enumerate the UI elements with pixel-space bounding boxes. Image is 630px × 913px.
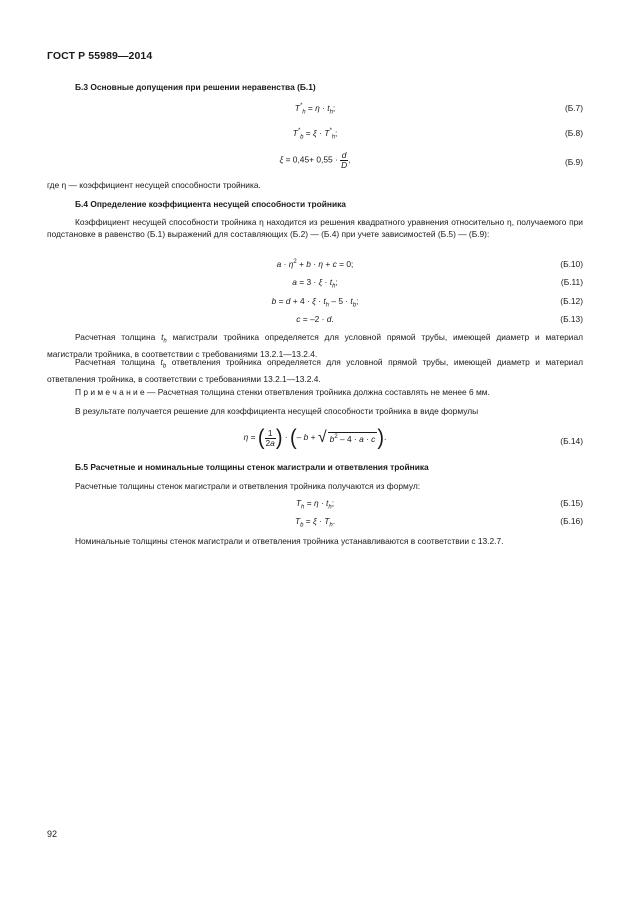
section-b4-intro: Коэффициент несущей способности тройника η находится из решения квадратного уравнения относительно η, получаемого при подстановке в равенство (Б.1) выражений для составляющих (Б.2) — (Б.4) при учете зависимостей (Б.5) — (Б.9):	[47, 217, 583, 240]
result-text: В результате получается решение для коэффициента несущей способности тройника в виде формулы	[75, 406, 479, 416]
page-number: 92	[47, 829, 58, 839]
paragraph-tb: Расчетная толщина $t_b$ ответвления тройника определяется для условной прямой трубы, имеющей диаметр и материал ответвления тройника, в соответствии с требованиями 13.2.1—13.2.4.	[47, 357, 584, 385]
equation-b8-number: (Б.8)	[564, 128, 583, 138]
equation-b11-number: (Б.11)	[560, 277, 583, 287]
section-b5-intro: Расчетные толщины стенок магистрали и ответвления тройника получаются из формул:	[75, 481, 421, 491]
equation-b16-number: (Б.16)	[560, 516, 583, 526]
document-header: ГОСТ Р 55989—2014	[47, 50, 153, 62]
equation-b10-number: (Б.10)	[560, 259, 583, 269]
equation-b16-body: $T_b = \xi \cdot T_h$.	[294, 516, 336, 529]
equation-b14-body: η = ( $\frac{1}{2a}$ ) · (– b + √ $b^2 - 4 \cdot a \cdot c$ ).	[243, 425, 387, 451]
equation-b10	[47, 259, 583, 275]
equation-b14	[47, 425, 583, 454]
equation-b13-body: c = –2 · d.	[296, 314, 334, 324]
sqrt-sign: √	[317, 429, 327, 446]
equation-b12	[47, 296, 583, 312]
equation-b8-body: $T^*_b = \xi \cdot T^*_h$;	[292, 128, 338, 141]
where-text: где η — коэффициент несущей способности тройника.	[47, 180, 261, 190]
equation-b7-number: (Б.7)	[564, 103, 583, 113]
equation-b9-number: (Б.9)	[564, 157, 583, 167]
paragraph-th: Расчетная толщина $t_h$ магистрали тройника определяется для условной прямой трубы, имеющей диаметр и материал магистрали тройника, в соответствии с требованиями 13.2.1—13.2.4.	[47, 332, 584, 360]
section-b5-title: Б.5 Расчетные и номинальные толщины стенок магистрали и ответвления тройника	[75, 462, 429, 472]
equation-b7-body: $T^*_h = \eta \cdot t_h$;	[294, 103, 336, 116]
equation-b14-number: (Б.14)	[560, 436, 583, 446]
equation-b16	[47, 516, 583, 532]
equation-b9-coef2: 0,55	[316, 154, 333, 165]
equation-b15-number: (Б.15)	[560, 498, 583, 508]
equation-b12-number: (Б.12)	[560, 296, 583, 306]
nominal-text: Номинальные толщины стенок магистрали и ответвления тройника устанавливаются в соответствии с 13.2.7.	[75, 536, 504, 546]
equation-b9-coef1: 0,45	[292, 154, 310, 165]
equation-b9	[47, 151, 583, 173]
equation-b12-body: $b = d + 4 \cdot \xi \cdot t_h - 5 \cdot t_b$;	[271, 296, 359, 309]
equation-b7	[47, 103, 583, 119]
fraction-1-over-2a: $\frac{1}{2a}$	[265, 427, 275, 448]
equation-b11-body: $a = 3 \cdot \xi \cdot t_h$;	[292, 277, 338, 290]
equation-b8	[47, 128, 583, 144]
equation-b10-body: $a \cdot \eta^2 + b \cdot \eta + c = 0$;	[276, 259, 354, 269]
section-b3-title: Б.3 Основные допущения при решении неравенства (Б.1)	[75, 82, 316, 92]
equation-b11	[47, 277, 583, 293]
equation-b13-number: (Б.13)	[560, 314, 583, 324]
section-b4-title: Б.4 Определение коэффициента несущей способности тройника	[75, 199, 346, 209]
note-text: П р и м е ч а н и е — Расчетная толщина стенки ответвления тройника должна составлять не менее 6 мм.	[75, 387, 490, 397]
equation-b15	[47, 498, 583, 514]
equation-b9-body: ξ = 0,45+ 0,55 · $\frac{d}{D}$ ,	[279, 150, 351, 170]
fraction-d-over-D: $\frac{d}{D}$	[341, 150, 348, 170]
equation-b13	[47, 314, 583, 330]
sqrt-radicand: $b^2 - 4 \cdot a \cdot c$	[329, 434, 376, 444]
equation-b15-body: $T_h = \eta \cdot t_h$;	[295, 498, 335, 511]
